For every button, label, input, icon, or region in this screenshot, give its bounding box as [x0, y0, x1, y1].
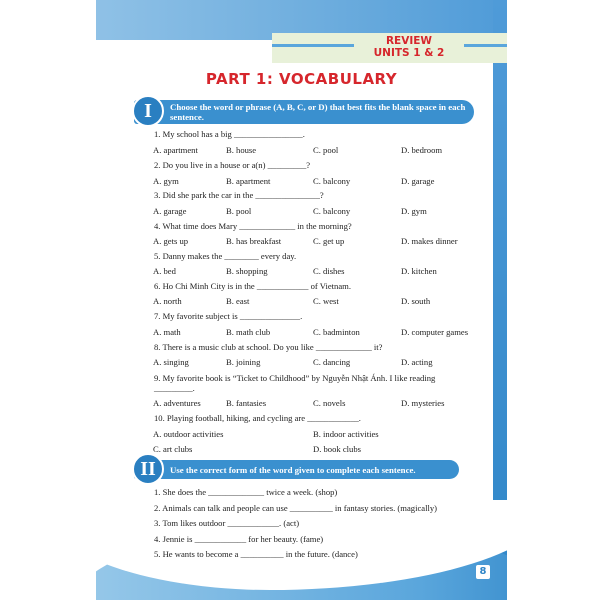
q3-option-b: B. pool: [226, 206, 252, 216]
q1-option-c: C. pool: [313, 145, 339, 155]
textbook-page: [96, 0, 507, 600]
section-2-header: [134, 460, 459, 479]
q8-option-b: B. joining: [226, 357, 261, 367]
q5-option-d: D. kitchen: [401, 266, 437, 276]
q8-option-d: D. acting: [401, 357, 433, 367]
q7-option-b: B. math club: [226, 327, 271, 337]
question-9-blank: _________.: [154, 383, 195, 393]
section-1-instruction: Choose the word or phrase (A, B, C, or D) that best fits the blank space in each sentence.: [170, 102, 466, 122]
q7-option-d: D. computer games: [401, 327, 469, 337]
q9-option-c: C. novels: [313, 398, 346, 408]
q6-option-d: D. south: [401, 296, 431, 306]
question-8: 8. There is a music club at school. Do you like _____________ it?: [154, 342, 383, 352]
q1-option-a: A. apartment: [153, 145, 198, 155]
q8-option-c: C. dancing: [313, 357, 351, 367]
q4-option-c: C. get up: [313, 236, 345, 246]
q2-option-b: B. apartment: [226, 176, 271, 186]
q3-option-d: D. gym: [401, 206, 427, 216]
q9-option-a: A. adventures: [153, 398, 201, 408]
q5-option-b: B. shopping: [226, 266, 268, 276]
review-line-1: REVIEW: [385, 35, 433, 47]
question-6: 6. Ho Chi Minh City is in the ____________ of Vietnam.: [154, 281, 351, 291]
q3-option-a: A. garage: [153, 206, 187, 216]
review-line-2: UNITS 1 & 2: [373, 47, 445, 59]
q7-option-a: A. math: [153, 327, 181, 337]
q10-option-d: D. book clubs: [313, 444, 361, 454]
q4-option-d: D. makes dinner: [401, 236, 458, 246]
question-9: 9. My favorite book is “Ticket to Childhood” by Nguyễn Nhật Ánh. I like reading: [154, 373, 436, 383]
section-2-instruction: Use the correct form of the word given to complete each sentence.: [170, 465, 416, 475]
q5-option-a: A. bed: [153, 266, 176, 276]
q6-option-c: C. west: [313, 296, 339, 306]
part-title: PART 1: VOCABULARY: [205, 70, 398, 88]
question-5: 5. Danny makes the ________ every day.: [154, 251, 297, 261]
s2-question-3: 3. Tom likes outdoor ____________. (act): [154, 518, 300, 528]
q2-option-d: D. garage: [401, 176, 435, 186]
question-10: 10. Playing football, hiking, and cycling are ____________.: [154, 413, 361, 423]
q2-option-a: A. gym: [153, 176, 179, 186]
q2-option-c: C. balcony: [313, 176, 351, 186]
q10-option-b: B. indoor activities: [313, 429, 379, 439]
page-number: 8: [476, 565, 490, 579]
s2-question-1: 1. She does the _____________ twice a week. (shop): [154, 487, 338, 497]
review-stripe-right: [464, 44, 507, 47]
q5-option-c: C. dishes: [313, 266, 345, 276]
q6-option-a: A. north: [153, 296, 182, 306]
s2-question-2: 2. Animals can talk and people can use __________ in fantasy stories. (magically): [154, 503, 438, 513]
q10-option-a: A. outdoor activities: [153, 429, 224, 439]
q4-option-a: A. gets up: [153, 236, 189, 246]
question-3: 3. Did she park the car in the _______________?: [154, 190, 324, 200]
review-stripe-left: [272, 44, 354, 47]
section-2-numeral: II: [132, 453, 164, 485]
s2-question-5: 5. He wants to become a __________ in the future. (dance): [154, 549, 358, 559]
question-7: 7. My favorite subject is ______________.: [154, 311, 303, 321]
question-1: 1. My school has a big ________________.: [154, 129, 305, 139]
q7-option-c: C. badminton: [313, 327, 360, 337]
section-1-numeral: I: [132, 95, 164, 127]
q8-option-a: A. singing: [153, 357, 189, 367]
q9-option-d: D. mysteries: [401, 398, 445, 408]
q10-option-c: C. art clubs: [153, 444, 193, 454]
q6-option-b: B. east: [226, 296, 250, 306]
q3-option-c: C. balcony: [313, 206, 351, 216]
q1-option-d: D. bedroom: [401, 145, 443, 155]
q1-option-b: B. house: [226, 145, 257, 155]
q4-option-b: B. has breakfast: [226, 236, 282, 246]
section-1-header: [134, 100, 474, 124]
s2-question-4: 4. Jennie is ____________ for her beauty. (fame): [154, 534, 324, 544]
question-2: 2. Do you live in a house or a(n) _________?: [154, 160, 311, 170]
review-label: [354, 34, 464, 60]
question-4: 4. What time does Mary _____________ in the morning?: [154, 221, 352, 231]
q9-option-b: B. fantasies: [226, 398, 267, 408]
